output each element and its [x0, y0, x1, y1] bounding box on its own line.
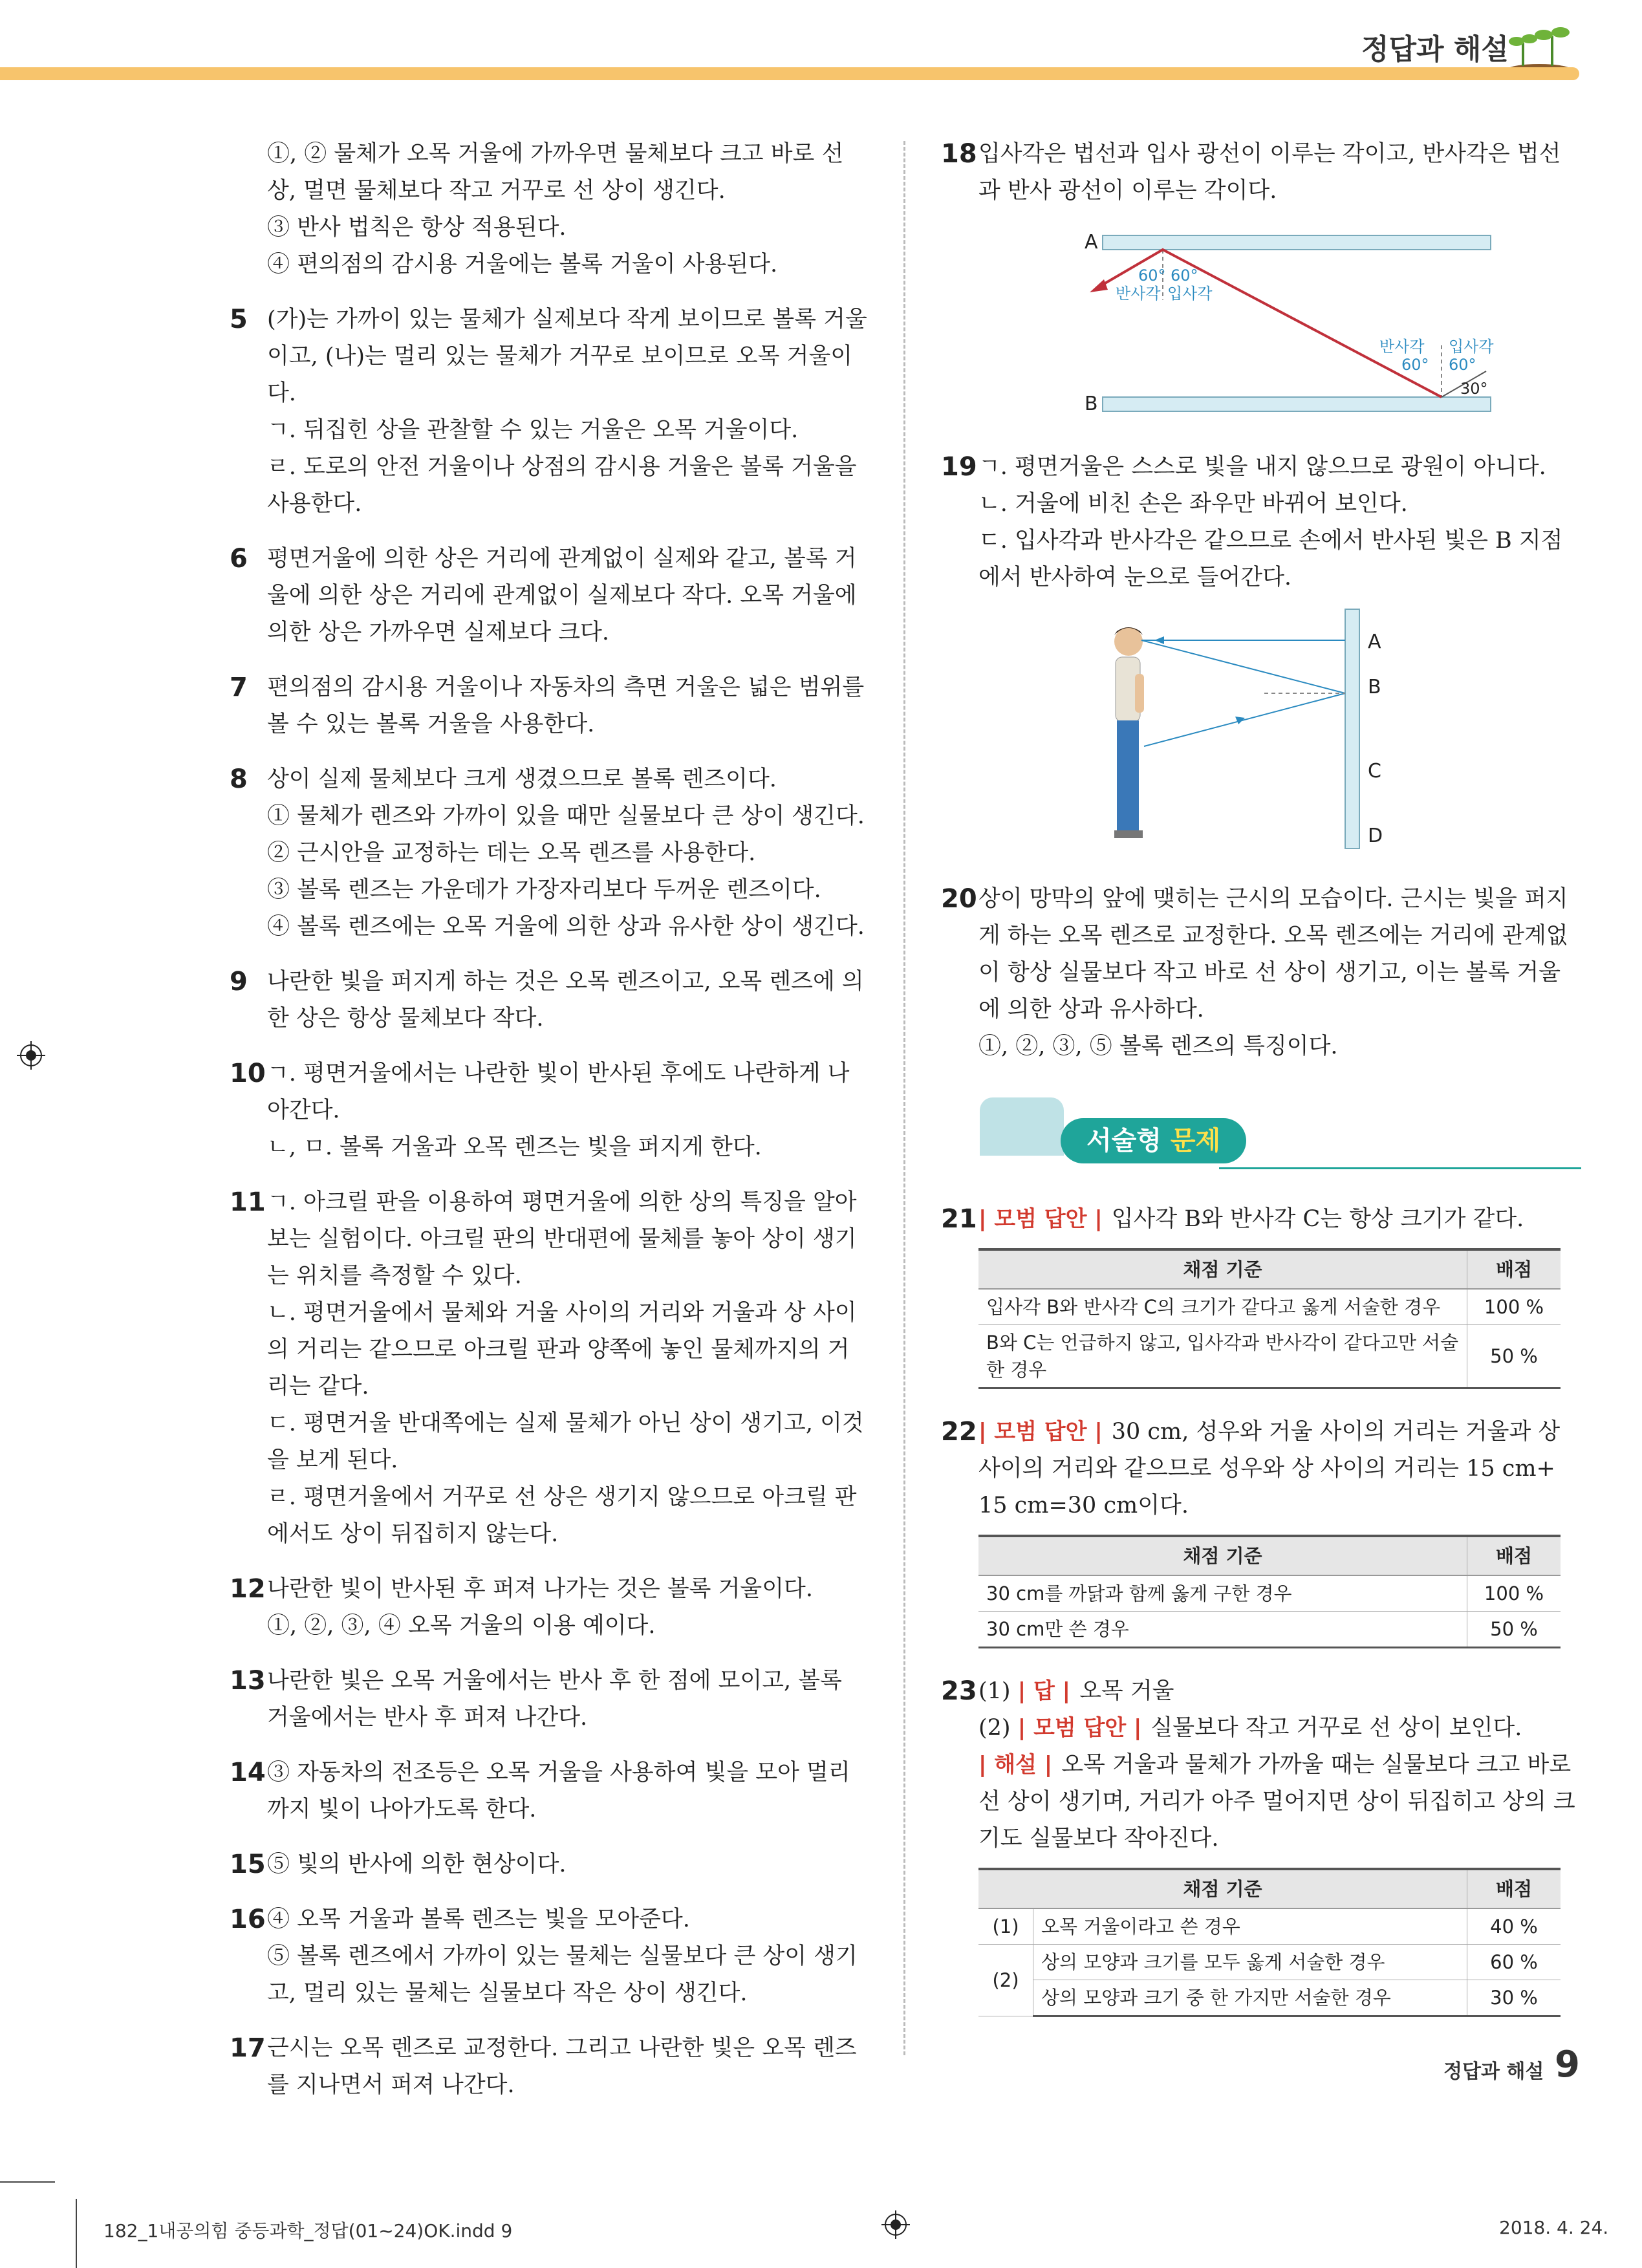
answer-item-18 [941, 136, 1588, 210]
column-divider [903, 141, 905, 2055]
text-line: 근시는 오목 렌즈로 교정한다. 그리고 나란한 빛은 오목 렌즈 [267, 2035, 857, 2061]
answer-item-6 [230, 541, 870, 651]
answer-item-4 [230, 136, 870, 283]
scoring-table [978, 1868, 1561, 2017]
answer-item-5 [230, 301, 870, 523]
answer-badge: | 답 | [1018, 1673, 1070, 1710]
angle-60-incident: 60° [1171, 266, 1198, 285]
text-line: ㄹ. 도로의 안전 거울이나 상점의 감시용 거울은 볼록 거울을 [267, 454, 857, 480]
table-row [978, 1325, 1561, 1388]
criteria-cell: 30 cm를 까닭과 함께 옳게 구한 경우 [978, 1575, 1467, 1612]
question-number: 16 [230, 1905, 266, 1934]
answer-text: 입사각 B와 반사각 C는 항상 크기가 같다. [1111, 1206, 1524, 1232]
text-line: 사용한다. [267, 491, 362, 517]
text-line: ㄷ. 평면거울 반대쪽에는 실제 물체가 아닌 상이 생기고, 이것 [267, 1410, 864, 1436]
points-cell: 50 % [1467, 1612, 1561, 1648]
registration-mark-icon [881, 2210, 910, 2239]
text-line: 의한 상은 가까우면 실제보다 크다. [267, 620, 609, 645]
section-title-highlight: 문제 [1170, 1126, 1221, 1156]
text-line: ③ 볼록 렌즈는 가운데가 가장자리보다 두꺼운 렌즈이다. [267, 877, 821, 903]
points-cell: 100 % [1467, 1289, 1561, 1325]
points-header: 배점 [1467, 1869, 1561, 1908]
text-line: 입사각은 법선과 입사 광선이 이루는 각이고, 반사각은 법선 [978, 141, 1561, 167]
text-line: ㄱ. 아크릴 판을 이용하여 평면거울에 의한 상의 특징을 알아 [267, 1189, 857, 1215]
text-line: ㄱ. 평면거울은 스스로 빛을 내지 않으므로 광원이 아니다. [978, 454, 1546, 480]
answer-item-16 [230, 1901, 870, 2012]
text-line: 아간다. [267, 1097, 340, 1123]
mirror-b [1103, 397, 1491, 411]
question-number: 20 [941, 884, 977, 914]
text-line: 나란한 빛을 퍼지게 하는 것은 오목 렌즈이고, 오목 렌즈에 의 [267, 969, 864, 995]
mirror-a [1103, 235, 1491, 250]
question-number: 14 [230, 1758, 266, 1787]
part-label: (1) [978, 1678, 1011, 1704]
reflection-diagram [941, 216, 1588, 429]
point-b-label: B [1368, 676, 1381, 698]
point-a-label: A [1368, 631, 1381, 653]
explanation-badge: | 해설 | [978, 1747, 1052, 1784]
criteria-cell: 상의 모양과 크기 중 한 가지만 서술한 경우 [1033, 1980, 1467, 2016]
text-line: 볼 수 있는 볼록 거울을 사용한다. [267, 711, 595, 737]
criteria-cell: 오목 거울이라고 쓴 경우 [1033, 1908, 1467, 1945]
points-cell: 40 % [1467, 1908, 1561, 1945]
text-line: 에서 반사하여 눈으로 들어간다. [978, 565, 1292, 590]
text-line: ㄴ. 평면거울에서 물체와 거울 사이의 거리와 거울과 상 사이 [267, 1300, 857, 1326]
text-line: 상이 실제 물체보다 크게 생겼으므로 볼록 렌즈이다. [267, 766, 777, 792]
answer-item-17 [230, 2030, 870, 2104]
page-number: 9 [1555, 2044, 1580, 2086]
text-line: ① 물체가 렌즈와 가까이 있을 때만 실물보다 큰 상이 생긴다. [267, 803, 865, 829]
text-line: 에서도 상이 뒤집히지 않는다. [267, 1521, 559, 1547]
print-date: 2018. 4. 24. [1499, 2217, 1609, 2238]
part-label: (2) [978, 1715, 1011, 1741]
text-line: 게 하는 오목 렌즈로 교정한다. 오목 렌즈에는 거리에 관계없 [978, 923, 1568, 949]
answer-text: 실물보다 작고 거꾸로 선 상이 보인다. [1150, 1715, 1522, 1741]
text-line: 는 위치를 측정할 수 있다. [267, 1263, 522, 1289]
section-icon [980, 1097, 1064, 1156]
text-line: 의 거리는 같으므로 아크릴 판과 양쪽에 놓인 물체까지의 거 [267, 1337, 850, 1363]
mirror-a-label: A [1085, 231, 1098, 254]
question-number: 11 [230, 1187, 266, 1217]
scoring-table [978, 1535, 1561, 1648]
answer-item-21 [941, 1201, 1588, 1238]
text-line: ⑤ 볼록 렌즈에서 가까이 있는 물체는 실물보다 큰 상이 생기 [267, 1943, 858, 1969]
mirror-b-label: B [1085, 393, 1098, 415]
text-line: ①, ② 물체가 오목 거울에 가까우면 물체보다 크고 바로 선 [267, 141, 844, 167]
incident-angle-label: 입사각 [1449, 338, 1494, 356]
table-row [978, 1980, 1561, 2016]
sub-label: (2) [978, 1945, 1033, 2016]
answer-item-20 [941, 881, 1588, 1065]
answer-item-19 [941, 449, 1588, 596]
sub-label: (1) [978, 1908, 1033, 1945]
answer-item-11 [230, 1184, 870, 1553]
incident-angle-label: 입사각 [1167, 285, 1213, 303]
text-line: 편의점의 감시용 거울이나 자동차의 측면 거울은 넓은 범위를 [267, 675, 865, 700]
crop-mark [0, 2181, 55, 2183]
points-cell: 100 % [1467, 1575, 1561, 1612]
light-ray [1144, 693, 1345, 746]
question-number: 9 [230, 967, 248, 997]
reflect-angle-label: 반사각 [1116, 285, 1161, 303]
question-number: 19 [941, 452, 977, 482]
angle-30-label: 30° [1460, 380, 1488, 398]
angle-60-reflect: 60° [1138, 266, 1166, 285]
question-number: 8 [230, 764, 248, 794]
answer-item-22 [941, 1414, 1588, 1524]
question-number: 10 [230, 1059, 266, 1088]
text-line: ㄴ, ㅁ. 볼록 거울과 오목 렌즈는 빛을 퍼지게 한다. [267, 1134, 762, 1160]
text-line: ㄱ. 뒤집힌 상을 관찰할 수 있는 거울은 오목 거울이다. [267, 417, 799, 443]
section-title-main: 서술형 [1086, 1126, 1161, 1156]
question-number: 12 [230, 1574, 266, 1604]
text-line: 보는 실험이다. 아크릴 판의 반대편에 물체를 놓아 상이 생기 [267, 1226, 857, 1252]
text-line: ④ 볼록 렌즈에는 오목 거울에 의한 상과 유사한 상이 생긴다. [267, 914, 865, 940]
points-cell: 60 % [1467, 1945, 1561, 1980]
text-line: ①, ②, ③, ④ 오목 거울의 이용 예이다. [267, 1613, 656, 1639]
question-number: 18 [941, 139, 977, 169]
left-column [230, 136, 870, 2122]
answer-item-12 [230, 1571, 870, 1645]
text-line: ④ 편의점의 감시용 거울에는 볼록 거울이 사용된다. [267, 252, 778, 277]
text-line: 상, 멀면 물체보다 작고 거꾸로 선 상이 생긴다. [267, 178, 726, 204]
text-line: 나란한 빛이 반사된 후 퍼져 나가는 것은 볼록 거울이다. [267, 1576, 813, 1602]
question-number: 17 [230, 2033, 266, 2063]
table-row [978, 1575, 1561, 1612]
reflect-angle-label: 반사각 [1379, 338, 1425, 356]
right-column [941, 136, 1588, 2042]
points-cell: 50 % [1467, 1325, 1561, 1388]
text-line: 15 cm=30 cm이다. [978, 1493, 1189, 1518]
text-line: ㄴ. 거울에 비친 손은 좌우만 바뀌어 보인다. [978, 491, 1408, 517]
model-answer-badge: | 모범 답안 | [1018, 1710, 1142, 1747]
text-line: 에 의한 상과 유사하다. [978, 997, 1204, 1022]
text-line: 과 반사 광선이 이루는 각이다. [978, 178, 1277, 204]
text-line: ② 근시안을 교정하는 데는 오목 렌즈를 사용한다. [267, 840, 756, 866]
text-line: ③ 자동차의 전조등은 오목 거울을 사용하여 빛을 모아 멀리 [267, 1760, 850, 1786]
question-number: 6 [230, 544, 248, 574]
answer-item-10 [230, 1055, 870, 1166]
text-line: 리는 같다. [267, 1374, 369, 1399]
model-answer-badge: | 모범 답안 | [978, 1201, 1103, 1238]
table-row [978, 1612, 1561, 1648]
question-number: 13 [230, 1666, 266, 1696]
header-title: 정답과 해설 [1361, 33, 1509, 66]
ray-arrow-icon [1154, 636, 1164, 644]
file-info: 182_1내공의힘 중등과학_정답(01~24)OK.indd 9 [103, 2220, 513, 2241]
text-line: ③ 반사 법칙은 항상 적용된다. [267, 215, 567, 241]
text-line: 이고, (나)는 멀리 있는 물체가 거꾸로 보이므로 오목 거울이다. [267, 343, 853, 406]
answer-item-13 [230, 1663, 870, 1736]
answer-item-7 [230, 669, 870, 743]
points-cell: 30 % [1467, 1980, 1561, 2016]
answer-text: 오목 거울 [1079, 1678, 1174, 1704]
text-line: 상이 망막의 앞에 맺히는 근시의 모습이다. 근시는 빛을 퍼지 [978, 886, 1568, 912]
angle-60-incident: 60° [1449, 356, 1476, 374]
mirror-person-diagram [941, 603, 1588, 861]
text-line: 30 cm, 성우와 거울 사이의 거리는 거울과 상 [1111, 1419, 1561, 1445]
text-line: 고, 멀리 있는 물체는 실물보다 작은 상이 생긴다. [267, 1980, 748, 2006]
light-ray [1141, 640, 1345, 693]
text-line: 거울에서는 반사 후 퍼져 나간다. [267, 1705, 588, 1731]
criteria-cell: 30 cm만 쓴 경우 [978, 1612, 1467, 1648]
criteria-cell: B와 C는 언급하지 않고, 입사각과 반사각이 같다고만 서술한 경우 [978, 1325, 1467, 1388]
person-figure [1114, 627, 1144, 838]
section-title [1061, 1118, 1246, 1163]
question-number: 22 [941, 1417, 977, 1447]
criteria-cell: 입사각 B와 반사각 C의 크기가 같다고 옳게 서술한 경우 [978, 1289, 1467, 1325]
table-row [978, 1908, 1561, 1945]
text-line: 사이의 거리와 같으므로 성우와 상 사이의 거리는 15 cm+ [978, 1456, 1555, 1482]
answer-item-15 [230, 1846, 870, 1883]
points-header: 배점 [1467, 1249, 1561, 1289]
table-row [978, 1289, 1561, 1325]
text-line: 기도 실물보다 작아진다. [978, 1826, 1219, 1852]
text-line: 를 지나면서 퍼져 나간다. [267, 2072, 515, 2098]
text-line: 한 상은 항상 물체보다 작다. [267, 1006, 544, 1031]
text-line: 평면거울에 의한 상은 거리에 관계없이 실제와 같고, 볼록 거 [267, 546, 857, 572]
question-number: 7 [230, 673, 248, 702]
answer-item-14 [230, 1755, 870, 1828]
criteria-header: 채점 기준 [978, 1869, 1467, 1908]
text-line: 이 항상 실물보다 작고 바로 선 상이 생기고, 이는 볼록 거울 [978, 960, 1561, 986]
question-number: 15 [230, 1850, 266, 1879]
text-line: 오목 거울과 물체가 가까울 때는 실물보다 크고 바로 [1061, 1752, 1572, 1778]
question-number: 23 [941, 1676, 977, 1706]
header-bar [0, 67, 1579, 80]
crop-mark [76, 2199, 77, 2268]
scoring-table [978, 1248, 1561, 1389]
text-line: 을 보게 된다. [267, 1447, 398, 1473]
registration-mark-icon [17, 1041, 45, 1070]
point-d-label: D [1368, 825, 1383, 847]
text-line: 나란한 빛은 오목 거울에서는 반사 후 한 점에 모이고, 볼록 [267, 1668, 842, 1694]
text-line: ⑤ 빛의 반사에 의한 현상이다. [267, 1852, 567, 1877]
section-header [941, 1091, 1588, 1175]
section-underline [1219, 1167, 1581, 1169]
answer-item-23 [941, 1673, 1588, 1857]
text-line: 까지 빛이 나아가도록 한다. [267, 1797, 537, 1822]
answer-item-9 [230, 964, 870, 1037]
angle-60-reflect: 60° [1401, 356, 1429, 374]
footer-label: 정답과 해설 [1443, 2060, 1544, 2083]
point-c-label: C [1368, 760, 1381, 783]
text-line: ㄷ. 입사각과 반사각은 같으므로 손에서 반사된 빛은 B 지점 [978, 528, 1563, 554]
text-line: (가)는 가까이 있는 물체가 실제보다 작게 보이므로 볼록 거울 [267, 307, 867, 332]
text-line: ㄹ. 평면거울에서 거꾸로 선 상은 생기지 않으므로 아크릴 판 [267, 1484, 857, 1510]
text-line: ④ 오목 거울과 볼록 렌즈는 빛을 모아준다. [267, 1906, 690, 1932]
plane-mirror [1345, 609, 1359, 848]
criteria-cell: 상의 모양과 크기를 모두 옳게 서술한 경우 [1033, 1945, 1467, 1980]
answer-item-8 [230, 761, 870, 945]
ray-arrow-icon [1090, 279, 1108, 292]
question-number: 5 [230, 305, 248, 334]
text-line: 울에 의한 상은 거리에 관계없이 실제보다 작다. 오목 거울에 [267, 583, 857, 609]
points-header: 배점 [1467, 1536, 1561, 1575]
criteria-header: 채점 기준 [978, 1536, 1467, 1575]
text-line: ㄱ. 평면거울에서는 나란한 빛이 반사된 후에도 나란하게 나 [267, 1061, 850, 1086]
text-line: ①, ②, ③, ⑤ 볼록 렌즈의 특징이다. [978, 1033, 1338, 1059]
model-answer-badge: | 모범 답안 | [978, 1414, 1103, 1451]
table-row [978, 1945, 1561, 1980]
text-line: 선 상이 생기며, 거리가 아주 멀어지면 상이 뒤집히고 상의 크 [978, 1789, 1575, 1815]
question-number: 21 [941, 1204, 977, 1234]
criteria-header: 채점 기준 [978, 1249, 1467, 1289]
